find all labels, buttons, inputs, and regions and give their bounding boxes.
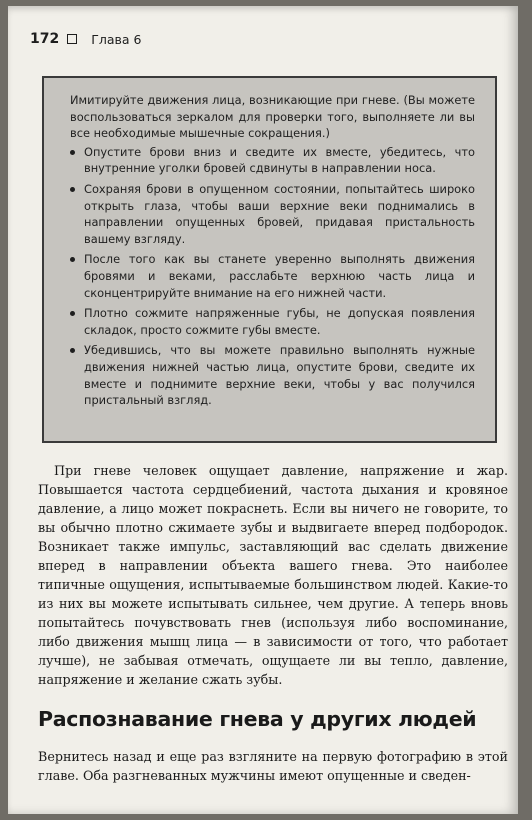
bullet-icon xyxy=(70,257,75,262)
exercise-intro: Имитируйте движения лица, возникающие при гневе. (Вы можете воспользоваться зеркалом для проверки того, выполняете ли вы все необходимые мышечные сокращения.) xyxy=(70,93,475,141)
exercise-bullet-text: Убедившись, что вы можете правильно выполнять нужные движения нижней частью лица, опустите брови, сведите их вместе и поднимите верхние веки, чтобы у вас получился пристальный взгляд. xyxy=(84,343,475,408)
body-paragraph: Вернитесь назад и еще раз взгляните на первую фотографию в этой главе. Оба разгневанных мужчины имеют опущенные и сведен- xyxy=(38,749,508,783)
exercise-bullet-text: Опустите брови вниз и сведите их вместе, убедитесь, что внутренние уголки бровей сдвинуты в направлении носа. xyxy=(84,144,475,176)
exercise-bullet-list xyxy=(70,144,475,409)
exercise-bullet xyxy=(70,181,475,247)
exercise-bullet-text: После того как вы станете уверенно выполнять движения бровями и веками, расслабьте верхнюю часть лица и сконцентрируйте внимание на его нижней части. xyxy=(84,252,475,300)
exercise-bullet xyxy=(70,305,475,338)
body-paragraph: При гневе человек ощущает давление, напряжение и жар. Повышается частота сердцебиений, частота дыхания и кровяное давление, а лицо может покраснеть. Если вы ничего не говорите, то вы обычно плотно сжимаете зубы и выдвигаете вперед подбородок. Возникает также импульс, заставляющий вас сделать движение вперед в направлении объекта вашего гнева. Это наиболее типичные ощущения, испытываемые большинством людей. Какие-то из них вы можете испытывать сильнее, чем другие. А теперь вновь попытайтесь почувствовать гнев (используя либо воспоминание, либо движения мышц лица — в зависимости от того, что работает лучше), не забывая отмечать, ощущаете ли вы тепло, давление, напряжение и желание сжать зубы. xyxy=(38,463,508,687)
exercise-bullet-text: Сохраняя брови в опущенном состоянии, попытайтесь широко открыть глаза, чтобы ваши верхние веки поднимались в направлении опущенных бровей, придавая пристальность вашему взгляду. xyxy=(84,181,475,246)
exercise-bullet-text: Плотно сожмите напряженные губы, не допуская появления складок, просто сожмите губы вместе. xyxy=(84,306,475,337)
bullet-icon xyxy=(70,311,75,316)
exercise-bullet xyxy=(70,144,475,177)
square-icon xyxy=(67,34,77,44)
page-header xyxy=(30,28,141,50)
book-page xyxy=(8,6,518,814)
exercise-box xyxy=(42,76,497,443)
section-heading: Распознавание гнева у других людей xyxy=(38,707,477,731)
exercise-bullet xyxy=(70,251,475,301)
bullet-icon xyxy=(70,348,75,353)
bullet-icon xyxy=(70,150,75,155)
page-number: 172 xyxy=(30,31,60,47)
chapter-label: Глава 6 xyxy=(91,31,142,47)
exercise-bullet xyxy=(70,342,475,408)
bullet-icon xyxy=(70,187,75,192)
